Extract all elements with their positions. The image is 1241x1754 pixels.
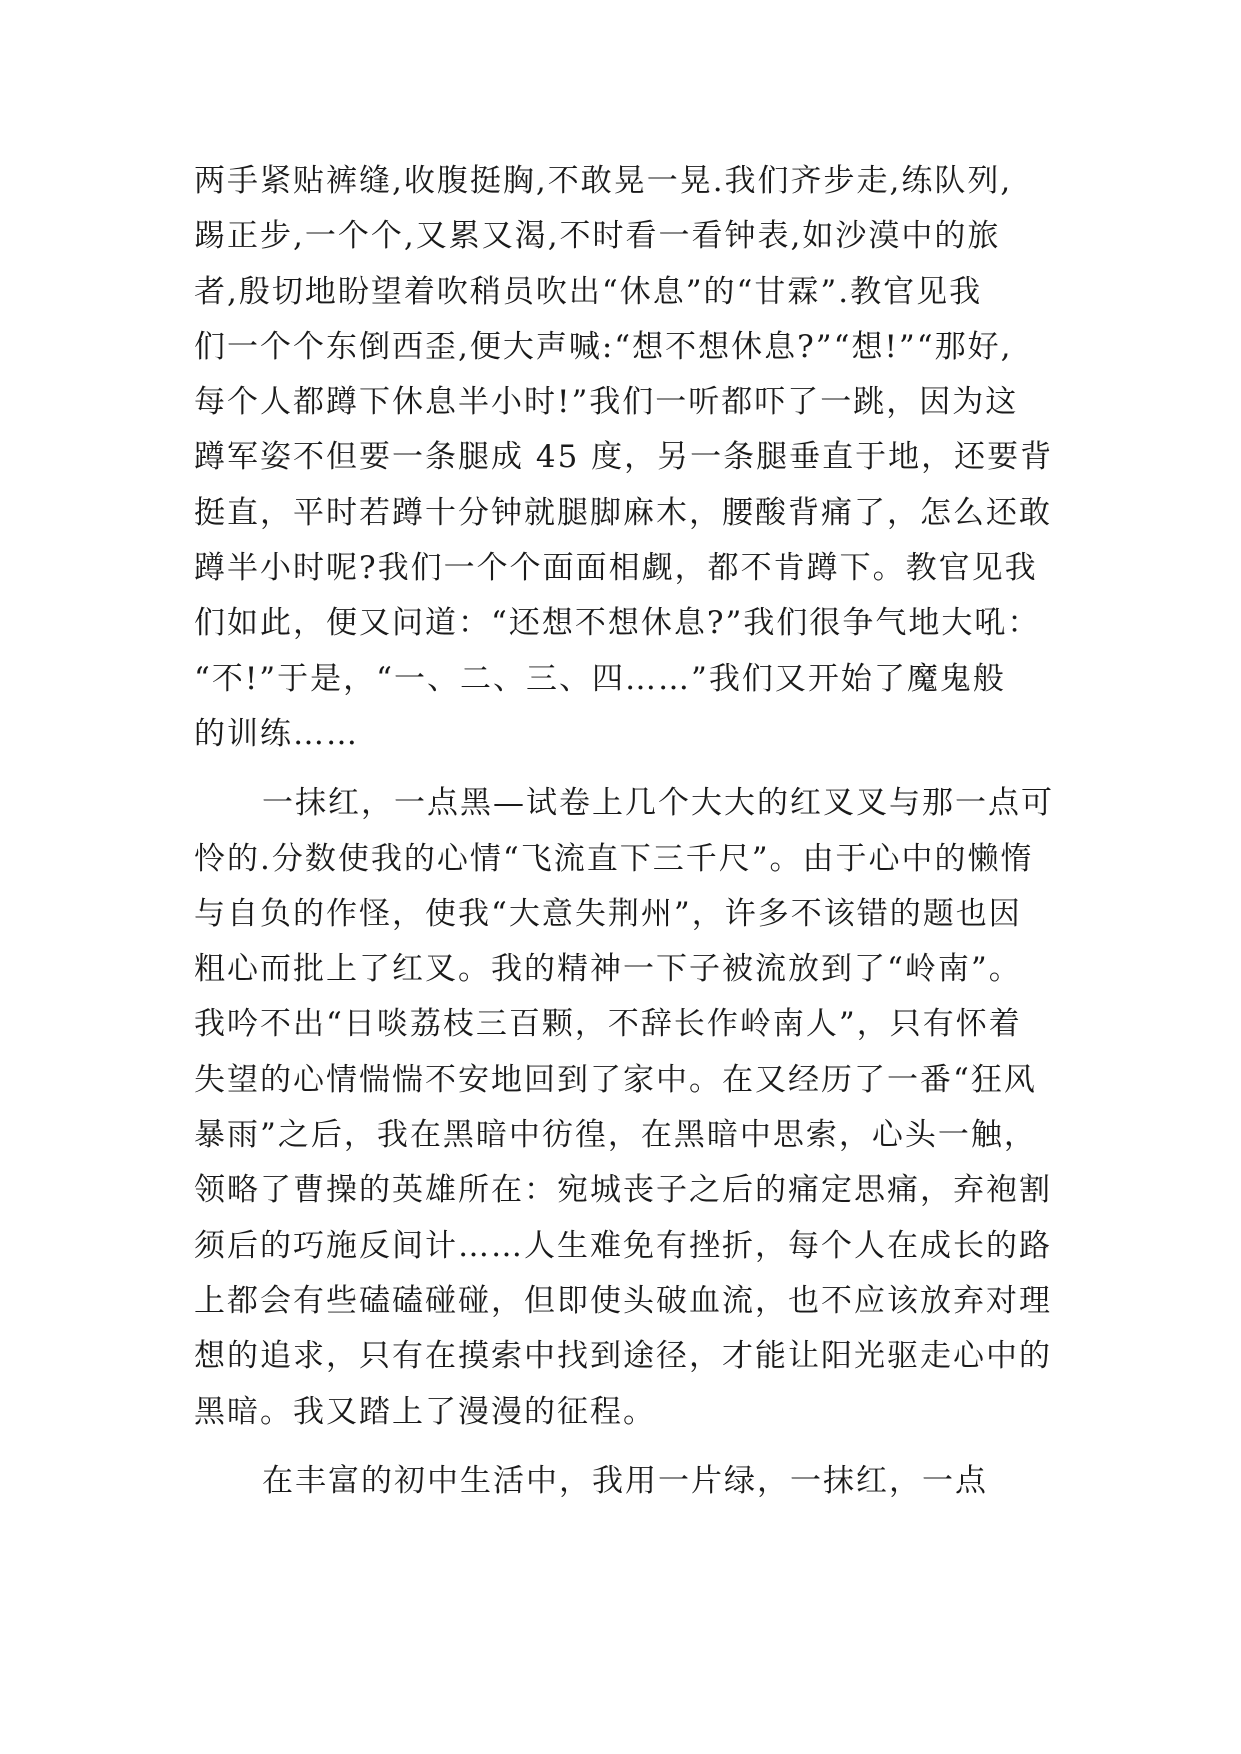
text-line: 挺直，平时若蹲十分钟就腿脚麻木，腰酸背痛了，怎么还敢: [194, 494, 1052, 531]
paragraph-2: [194, 776, 1054, 1440]
body-text: [194, 154, 1054, 1509]
text-line: 们一个个东倒西歪,便大声喊:“想不想休息?”“想!”“那好,: [194, 328, 1013, 365]
text-line: 领略了曹操的英雄所在：宛城丧子之后的痛定思痛，弃袍割: [194, 1172, 1052, 1209]
text-line: 们如此，便又问道：“还想不想休息?”我们很争气地大吼：: [194, 605, 1041, 642]
text-line: 一抹红，一点黑—试卷上几个大大的红叉叉与那一点可: [262, 785, 1054, 822]
text-line: 想的追求，只有在摸索中找到途径，才能让阳光驱走心中的: [194, 1338, 1052, 1375]
text-line: 蹲半小时呢?我们一个个面面相觑，都不肯蹲下。教官见我: [194, 550, 1038, 587]
paragraph-gap: [194, 1440, 1054, 1454]
text-line: 每个人都蹲下休息半小时!”我们一听都吓了一跳，因为这: [194, 384, 1019, 421]
text-line: 黑暗。我又踏上了漫漫的征程。: [194, 1393, 656, 1430]
paragraph-1: [194, 154, 1054, 762]
text-line: 蹲军姿不但要一条腿成 45 度，另一条腿垂直于地，还要背: [194, 439, 1054, 476]
text-line: 的训练……: [194, 715, 359, 752]
text-line: 在丰富的初中生活中，我用一片绿，一抹红，一点: [262, 1462, 988, 1499]
text-line: 暴雨”之后，我在黑暗中彷徨，在黑暗中思索，心头一触，: [194, 1117, 1037, 1154]
text-line: 与自负的作怪，使我“大意失荆州”，许多不该错的题也因: [194, 895, 1022, 932]
text-line: 怜的.分数使我的心情“飞流直下三千尺”。由于心中的懒惰: [194, 840, 1034, 877]
text-line: 粗心而批上了红叉。我的精神一下子被流放到了“岭南”。: [194, 951, 1022, 988]
text-line: “不!”于是，“一、二、三、四……”我们又开始了魔鬼般: [194, 660, 1006, 697]
text-line: 踢正步,一个个,又累又渴,不时看一看钟表,如沙漠中的旅: [194, 218, 1001, 255]
paragraph-gap: [194, 762, 1054, 776]
text-line: 者,殷切地盼望着吹稍员吹出“休息”的“甘霖”.教官见我: [194, 273, 983, 310]
text-line: 两手紧贴裤缝,收腹挺胸,不敢晃一晃.我们齐步走,练队列,: [194, 163, 1013, 199]
text-line: 失望的心情惴惴不安地回到了家中。在又经历了一番“狂风: [194, 1061, 1037, 1098]
paragraph-3: [194, 1454, 1054, 1509]
text-line: 须后的巧施反间计……人生难免有挫折，每个人在成长的路: [194, 1227, 1052, 1264]
text-line: 上都会有些磕磕碰碰，但即使头破血流，也不应该放弃对理: [194, 1282, 1052, 1319]
text-line: 我吟不出“日啖荔枝三百颗，不辞长作岭南人”，只有怀着: [194, 1006, 1022, 1043]
